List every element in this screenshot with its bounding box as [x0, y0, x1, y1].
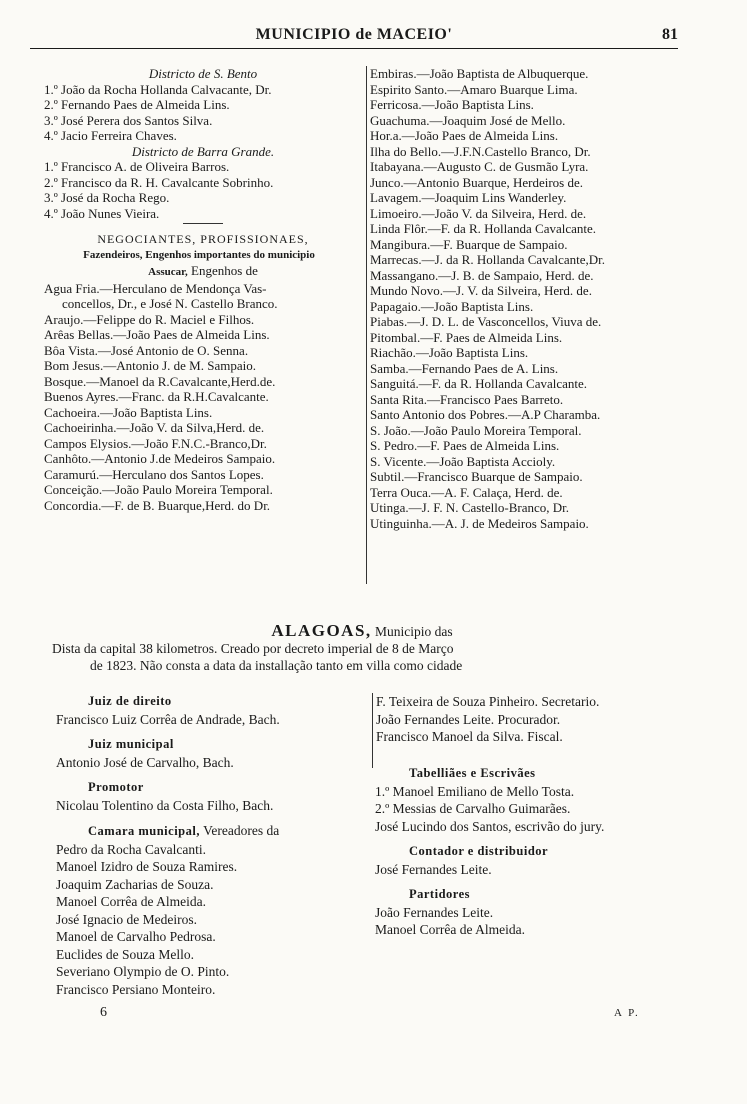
partidor: Manoel Corrêa de Almeida.: [375, 922, 525, 937]
left-column: [44, 66, 362, 513]
vereador: Pedro da Rocha Cavalcanti.: [56, 841, 206, 857]
alagoas-description: de 1823. Não consta a data da installação tanto em villa como cidade: [90, 658, 463, 673]
promotor: Nicolau Tolentino da Costa Filho, Bach.: [56, 797, 274, 813]
lower-right-column: [375, 765, 685, 939]
distrito-sbento-item: 2.º Fernando Paes de Almeida Lins.: [44, 97, 230, 112]
engenho-entry: Araujo.—Felippe do R. Maciel e Filhos.: [44, 311, 255, 327]
engenho-entry: Utinga.—J. F. N. Castello-Branco, Dr.: [370, 500, 569, 515]
engenho-entry: Junco.—Antonio Buarque, Herdeiros de.: [370, 174, 584, 190]
engenho-entry: Bosque.—Manoel da R.Cavalcante,Herd.de.: [44, 373, 276, 389]
engenho-entry: Samba.—Fernando Paes de A. Lins.: [370, 360, 559, 376]
right-column: [366, 66, 686, 584]
engenho-entry: Espirito Santo.—Amaro Buarque Lima.: [370, 81, 578, 97]
distrito-sbento-title: Districto de S. Bento: [148, 66, 258, 81]
engenho-entry: Conceição.—João Paulo Moreira Temporal.: [44, 482, 273, 497]
distrito-barra-item: 1.º Francisco A. de Oliveira Barros.: [44, 159, 230, 174]
engenho-entry: Piabas.—J. D. L. de Vasconcellos, Viuva de.: [370, 314, 602, 329]
distrito-barra-title: Districto de Barra Grande.: [131, 143, 275, 159]
engenho-entry: Agua Fria.—Herculano de Mendonça Vas-: [44, 280, 267, 296]
page-title: MUNICIPIO de MACEIO': [255, 26, 453, 43]
engenho-entry: Limoeiro.—João V. da Silveira, Herd. de.: [370, 205, 587, 221]
juiz-municipal-title: Juiz municipal: [88, 737, 174, 751]
lower-left-column: [56, 693, 366, 998]
juiz-direito-title: Juiz de direito: [88, 694, 172, 708]
signature-mark: 6: [100, 1005, 107, 1020]
vereador: Manoel de Carvalho Pedrosa.: [56, 929, 216, 944]
negociantes-title: NEGOCIANTES, PROFISSIONAES,: [97, 232, 309, 246]
engenho-entry: Papagaio.—João Baptista Lins.: [370, 298, 534, 314]
alagoas-subtitle: Municipio das: [371, 624, 453, 639]
engenho-entry: Subtil.—Francisco Buarque de Sampaio.: [370, 469, 583, 484]
lower-right-officials: [372, 693, 686, 768]
vereador: Euclides de Souza Mello.: [56, 946, 194, 962]
assucar-rest: Engenhos de: [187, 263, 258, 278]
alagoas-section: [52, 622, 672, 674]
engenho-entry: Itabayana.—Augusto C. de Gusmão Lyra.: [370, 159, 589, 174]
printer-mark: A P.: [614, 1007, 640, 1019]
engenho-entry: Guachuma.—Joaquim José de Mello.: [370, 112, 566, 128]
fazendeiros-title: Fazendeiros, Engenhos importantes do municipio: [83, 248, 315, 261]
distrito-sbento-item: 1.º João da Rocha Hollanda Calvacante, Dr.: [44, 81, 272, 97]
camara-title: Camara municipal,: [88, 824, 200, 838]
official: F. Teixeira de Souza Pinheiro. Secretario.: [376, 694, 600, 709]
official: João Fernandes Leite. Procurador.: [376, 711, 561, 727]
distrito-barra-item: 4.º João Nunes Vieira.: [44, 205, 160, 221]
vereador: Manoel Corrêa de Almeida.: [56, 894, 206, 909]
assucar-label: Assucar,: [148, 266, 188, 278]
engenho-entry: Utinguinha.—A. J. de Medeiros Sampaio.: [370, 515, 589, 531]
page-number: 81: [662, 26, 678, 43]
page-header: [30, 26, 678, 49]
vereador: Francisco Persiano Monteiro.: [56, 981, 216, 997]
camara-rest: Vereadores da: [199, 823, 280, 838]
assucar-heading: [44, 263, 362, 281]
distrito-sbento-item: 3.º José Perera dos Santos Silva.: [44, 112, 213, 128]
engenho-entry: S. João.—João Paulo Moreira Temporal.: [370, 422, 582, 438]
engenho-entry: Linda Flôr.—F. da R. Hollanda Cavalcante.: [370, 221, 597, 236]
engenho-entry: Bom Jesus.—Antonio J. de M. Sampaio.: [44, 358, 256, 373]
engenho-entry: Caramurú.—Herculano dos Santos Lopes.: [44, 466, 264, 482]
engenho-entry: Cachoeirinha.—João V. da Silva,Herd. de.: [44, 420, 265, 435]
engenho-entry: Mangibura.—F. Buarque de Sampaio.: [370, 236, 568, 252]
vereador: Severiano Olympio de O. Pinto.: [56, 964, 230, 979]
engenho-entry: Concordia.—F. de B. Buarque,Herd. do Dr.: [44, 497, 271, 513]
alagoas-description: Dista da capital 38 kilometros. Creado por decreto imperial de 8 de Março: [52, 641, 454, 656]
engenho-entry: Terra Ouca.—A. F. Calaça, Herd. de.: [370, 484, 563, 500]
engenho-entry: Massangano.—J. B. de Sampaio, Herd. de.: [370, 267, 594, 283]
engenho-entry: Buenos Ayres.—Franc. da R.H.Cavalcante.: [44, 389, 269, 404]
engenho-entry: Santa Rita.—Francisco Paes Barreto.: [370, 391, 564, 407]
juiz-municipal: Antonio José de Carvalho, Bach.: [56, 754, 234, 770]
contador: José Fernandes Leite.: [375, 861, 492, 877]
distrito-barra-item: 2.º Francisco da R. H. Cavalcante Sobrinho.: [44, 174, 274, 190]
engenho-entry: S. Vicente.—João Baptista Accioly.: [370, 453, 556, 469]
engenho-entry: concellos, Dr., e José N. Castello Branco.: [62, 296, 278, 311]
tabelliao: José Lucindo dos Santos, escrivão do jury.: [375, 818, 605, 834]
engenho-entry: Campos Elysios.—João F.N.C.-Branco,Dr.: [44, 435, 267, 451]
engenho-entry: Embiras.—João Baptista de Albuquerque.: [370, 66, 589, 81]
partidor: João Fernandes Leite.: [375, 904, 494, 920]
vereador: José Ignacio de Medeiros.: [56, 911, 197, 927]
vereador: Manoel Izidro de Souza Ramires.: [56, 859, 238, 874]
engenho-entry: Hor.a.—João Paes de Almeida Lins.: [370, 128, 559, 143]
alagoas-name: ALAGOAS,: [271, 621, 372, 640]
engenho-entry: Canhôto.—Antonio J.de Medeiros Sampaio.: [44, 451, 276, 466]
engenho-entry: Arêas Bellas.—João Paes de Almeida Lins.: [44, 327, 270, 342]
engenho-entry: Ilha do Bello.—J.F.N.Castello Branco, Dr.: [370, 143, 591, 159]
tabelliao: 2.º Messias de Carvalho Guimarães.: [375, 801, 571, 816]
promotor-title: Promotor: [88, 780, 144, 794]
partidores-title: Partidores: [409, 887, 471, 901]
distrito-barra-item: 3.º José da Rocha Rego.: [44, 190, 170, 205]
engenho-entry: Riachão.—João Baptista Lins.: [370, 345, 529, 360]
engenho-entry: Bôa Vista.—José Antonio de O. Senna.: [44, 342, 249, 358]
contador-title: Contador e distribuidor: [409, 844, 549, 858]
juiz-direito: Francisco Luiz Corrêa de Andrade, Bach.: [56, 711, 280, 727]
engenho-entry: Cachoeira.—João Baptista Lins.: [44, 404, 213, 420]
alagoas-heading: [52, 622, 672, 640]
vereador: Joaquim Zacharias de Souza.: [56, 876, 214, 892]
divider: [183, 223, 223, 224]
engenho-entry: Mundo Novo.—J. V. da Silveira, Herd. de.: [370, 283, 592, 298]
camara-heading: [56, 822, 366, 841]
tabelliaes-title: Tabelliães e Escrivães: [409, 766, 536, 780]
tabelliao: 1.º Manoel Emiliano de Mello Tosta.: [375, 783, 575, 799]
engenho-entry: Santo Antonio dos Pobres.—A.P Charamba.: [370, 407, 601, 422]
engenho-entry: Marrecas.—J. da R. Hollanda Cavalcante,Dr.: [370, 252, 606, 267]
distrito-sbento-item: 4.º Jacio Ferreira Chaves.: [44, 128, 177, 143]
engenho-entry: Lavagem.—Joaquim Lins Wanderley.: [370, 190, 567, 205]
engenho-entry: S. Pedro.—F. Paes de Almeida Lins.: [370, 438, 560, 453]
engenho-entry: Sanguitá.—F. da R. Hollanda Cavalcante.: [370, 376, 588, 391]
engenho-entry: Pitombal.—F. Paes de Almeida Lins.: [370, 329, 563, 345]
engenho-entry: Ferricosa.—João Baptista Lins.: [370, 97, 534, 112]
official: Francisco Manoel da Silva. Fiscal.: [376, 729, 563, 744]
